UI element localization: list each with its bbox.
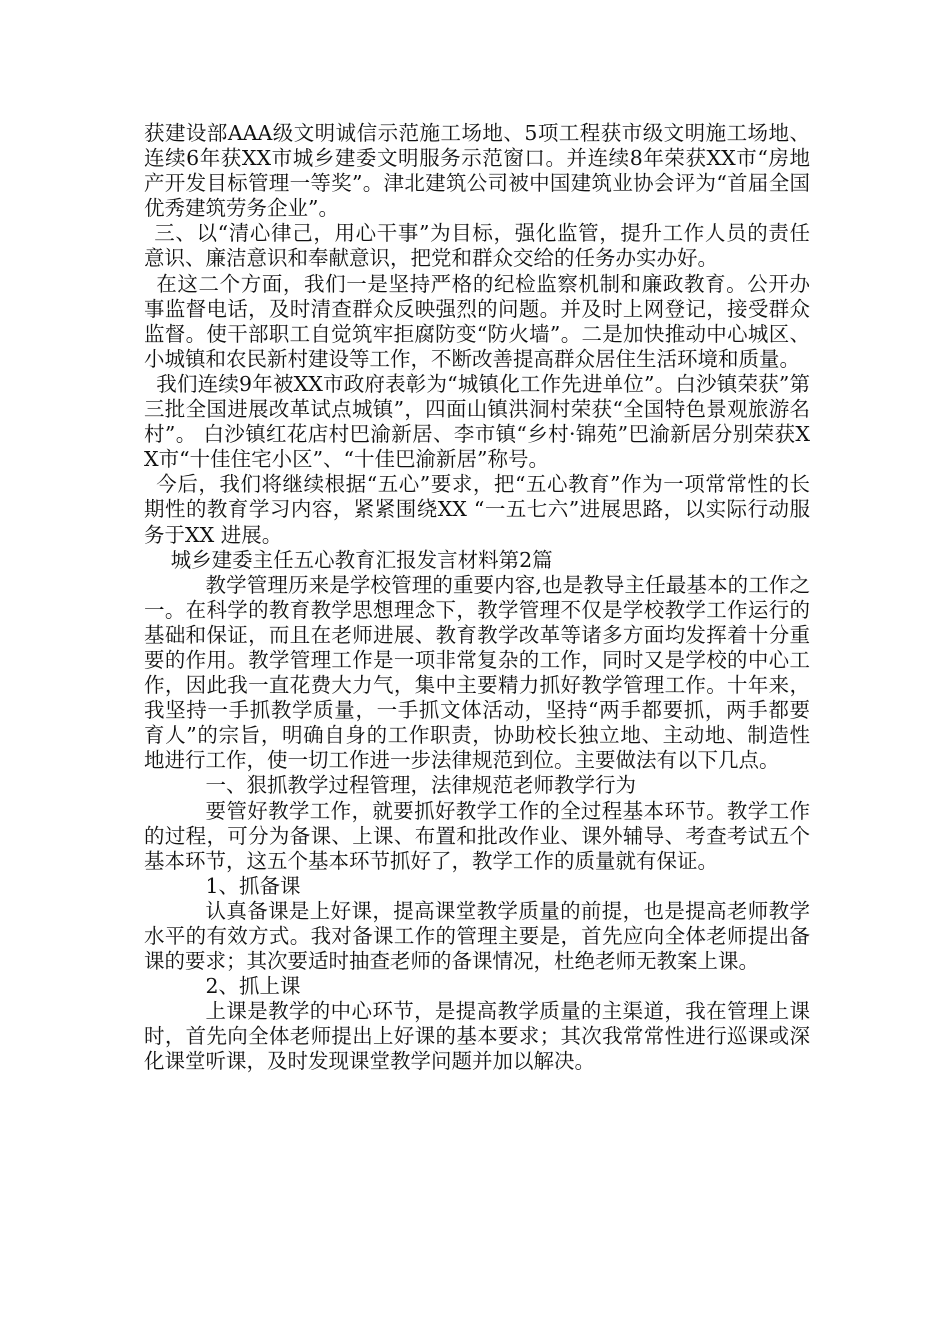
- paragraph-awards-continued: 获建设部AAA级文明诚信示范施工场地、5项工程获市级文明施工场地、连续6年获XX市城乡建委文明服务示范窗口。并连续8年荣获XX市“房地产开发目标管理一等奖”。津北建筑公司被中国建筑业协会评为“首届全国优秀建筑劳务企业”。: [144, 121, 810, 221]
- paragraph-teaching-management: 教学管理历来是学校管理的重要内容,也是教导主任最基本的工作之一。在科学的教育教学思想理念下，教学管理不仅是学校教学工作运行的基础和保证，而且在老师进展、教育教学改革等诸多方面均发挥着十分重要的作用。教学管理工作是一项非常复杂的工作，同时又是学校的中心工作，因此我一直花费大力气，集中主要精力抓好教学管理工作。十年来，我坚持一手抓教学质量，一手抓文体活动，坚持“两手都要抓，两手都要育人”的宗旨，明确自身的工作职责，协助校长独立地、主动地、制造性地进行工作，使一切工作进一步法律规范到位。主要做法有以下几点。: [144, 572, 810, 773]
- paragraph-classes: 上课是教学的中心环节，是提高教学质量的主渠道，我在管理上课时，首先向全体老师提出上好课的基本要求；其次我常常性进行巡课或深化课堂听课，及时发现课堂教学问题并加以解决。: [144, 999, 810, 1074]
- paragraph-honors: 我们连续9年被XX市政府表彰为“城镇化工作先进单位”。白沙镇荣获”第三批全国进展改革试点城镇”，四面山镇洪洞村荣获“全国特色景观旅游名村”。 白沙镇红花店村巴渝新居、李市镇“乡村·锦苑”巴渝新居分别荣获XX市“十佳住宅小区”、“十佳巴渝新居”称号。: [144, 371, 810, 472]
- section-heading-one: 一、狠抓教学过程管理，法律规范老师教学行为: [205, 773, 636, 798]
- paragraph-supervision: 在这二个方面，我们一是坚持严格的纪检监察机制和廉政教育。公开办事监督电话，及时清查群众反映强烈的问题。并及时上网登记，接受群众监督。使干部职工自觉筑牢拒腐防变“防火墙”。二是加快推动中心城区、小城镇和农民新村建设等工作，不断改善提高群众居住生活环境和质量。: [144, 271, 810, 371]
- article-title: 城乡建委主任五心教育汇报发言材料第2篇: [170, 547, 553, 572]
- subheading-lesson-prep: 1、抓备课: [205, 873, 301, 898]
- section-heading-three: 三、以“清心律己，用心干事”为目标，强化监管，提升工作人员的责任意识、廉洁意识和奉献意识，把党和群众交给的任务办实办好。: [144, 221, 810, 271]
- paragraph-future: 今后，我们将继续根据“五心”要求，把“五心教育”作为一项常常性的长期性的教育学习内容，紧紧围绕XX “一五七六”进展思路，以实际行动服务于XX 进展。: [144, 472, 810, 547]
- paragraph-teaching-process: 要管好教学工作，就要抓好教学工作的全过程基本环节。教学工作的过程，可分为备课、上课、布置和批改作业、课外辅导、考查考试五个基本环节，这五个基本环节抓好了，教学工作的质量就有保证。: [144, 798, 810, 873]
- document-body: [144, 121, 810, 1075]
- subheading-classes: 2、抓上课: [205, 974, 301, 999]
- paragraph-lesson-prep: 认真备课是上好课，提高课堂教学质量的前提，也是提高老师教学水平的有效方式。我对备课工作的管理主要是，首先应向全体老师提出备课的要求；其次要适时抽查老师的备课情况，杜绝老师无教案上课。: [144, 898, 810, 974]
